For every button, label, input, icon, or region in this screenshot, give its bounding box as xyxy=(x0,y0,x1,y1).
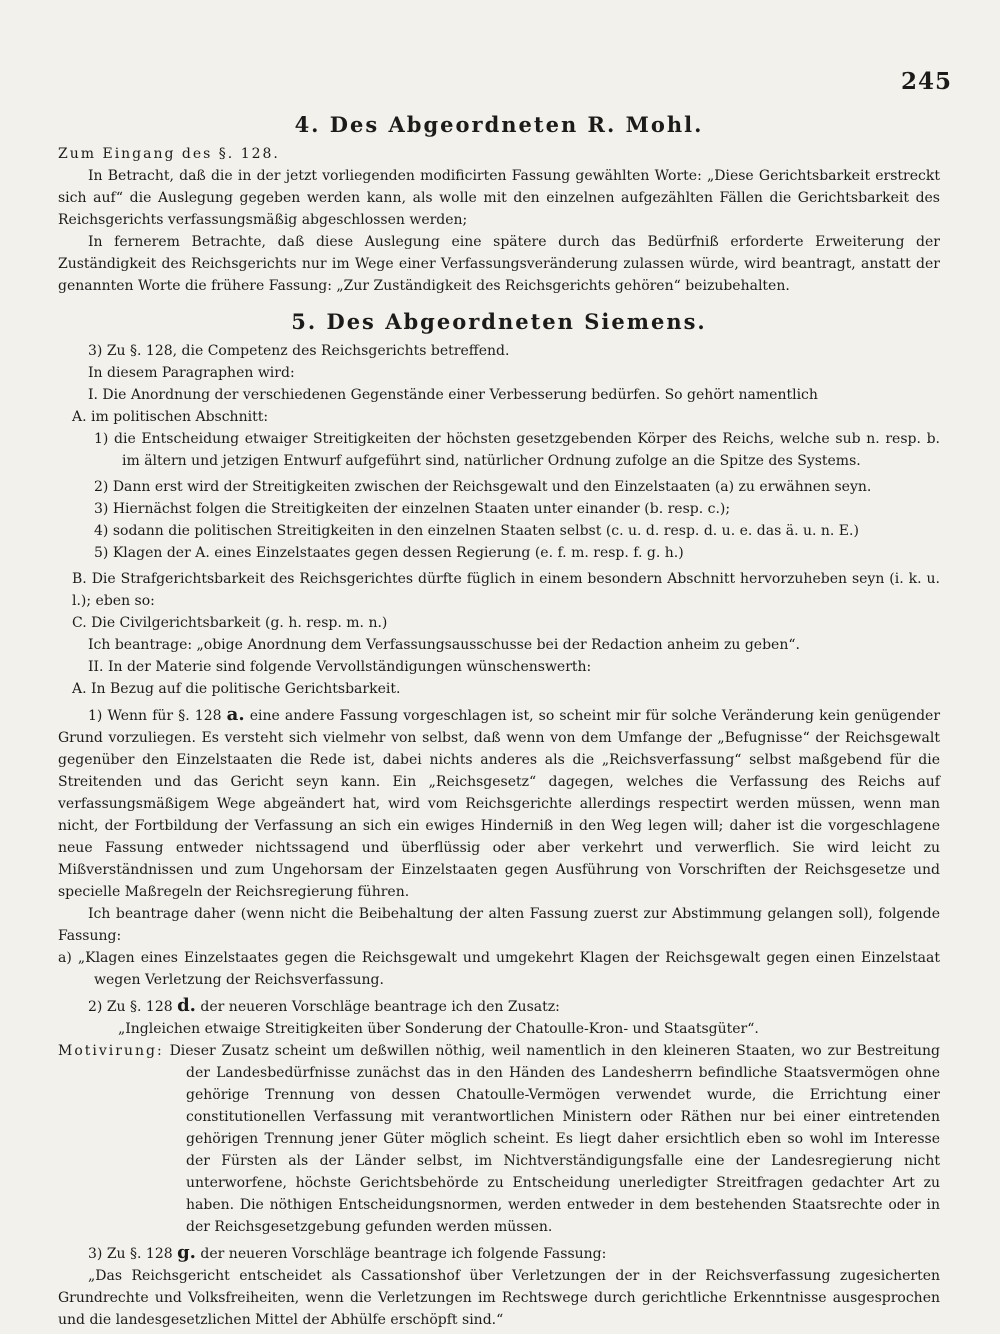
list-item: 1) die Entscheidung etwaiger Streitigkeiten der höchsten gesetzgebenden Körper des Reichs, welche sub n. resp. b. im ältern und jetzigen Entwurf aufgeführt sind, natürlicher Ordnung zufolge an die Spitze des Systems. xyxy=(94,431,940,469)
list-item: 2) Dann erst wird der Streitigkeiten zwischen der Reichsgewalt und den Einzelstaaten (a) zu erwähnen seyn. xyxy=(94,479,872,495)
A-items-list xyxy=(58,428,940,564)
section4-subtitle: Zum Eingang des §. 128. xyxy=(58,146,280,162)
item1-letter: a. xyxy=(226,704,245,725)
section4-para2: In fernerem Betrachte, daß diese Auslegung eine spätere durch das Bedürfniß erforderte Erweiterung der Zuständigkeit des Reichsgerichts nur im Wege einer Verfassungsveränderung zulassen würde, wird beantragt, anstatt der genannten Worte die frühere Fassung: „Zur Zuständigkeit des Reichsgerichts gehören“ beizubehalten. xyxy=(58,234,940,294)
section4-title: 4. Des Abgeordneten R. Mohl. xyxy=(294,112,704,137)
C-antrag: Ich beantrage: „obige Anordnung dem Verfassungsausschusse bei der Redaction anheim zu geben“. xyxy=(88,637,800,653)
list-item: 3) Hiernächst folgen die Streitigkeiten der einzelnen Staaten unter einander (b. resp. c.); xyxy=(94,501,731,517)
item1-antrag: Ich beantrage daher (wenn nicht die Beibehaltung der alten Fassung zuerst zur Abstimmung gelangen soll), folgende Fassung: xyxy=(58,906,940,944)
section4-para1: In Betracht, daß die in der jetzt vorliegenden modificirten Fassung gewählten Worte: „Diese Gerichtsbarkeit erstreckt sich auf“ die Auslegung gegeben werden kann, als wolle mit den einzelnen aufgezählten Fällen die Gerichtsbarkeit des Reichsgerichts verfassungsmäßig abgeschlossen werden; xyxy=(58,168,940,228)
part1-heading: I. Die Anordnung der verschiedenen Gegenstände einer Verbesserung bedürfen. So gehört namentlich xyxy=(88,387,818,403)
item2-paragraph: 2) Zu §. 128 d. der neueren Vorschläge beantrage ich den Zusatz: xyxy=(88,995,560,1016)
A2-heading: A. In Bezug auf die politische Gerichtsbarkeit. xyxy=(72,681,401,697)
motivirung-paragraph: Motivirung: Dieser Zusatz scheint um deßwillen nöthig, weil namentlich in den kleineren Staaten, wo zur Bestreitung der Landesbedürfnisse zunächst das in den Händen des Landesherrn befindliche Staatsvermögen ohne gehörige Trennung von dessen Chatoulle-Vermögen verwendet wurde, die Errichtung einer constitutionellen Verfassung mit verantwortlichen Ministern oder Räthen nur bei einer eintretenden gehörigen Trennung jener Güter möglich scheint. Es liegt daher ersichtlich eben so wohl im Interesse der Fürsten als der Länder selbst, im Nichtverständigungsfalle eine der Landesregierung nicht unterworfene, höchste Gerichtsbehörde zu Entscheidung unerledigter Streitfragen gedachter Art zu haben. Die nöthigen Entscheidungsnormen, werden entweder in dem bestehenden Staatsrechte oder in der Reichsgesetzgebung gefunden werden müssen. xyxy=(58,1043,941,1235)
list-item: 4) sodann die politischen Streitigkeiten in den einzelnen Staaten selbst (c. u. d. resp. d. u. e. das ä. u. n. E.) xyxy=(94,523,859,539)
section5-title: 5. Des Abgeordneten Siemens. xyxy=(291,309,707,334)
item2-quote: „Ingleichen etwaige Streitigkeiten über Sonderung der Chatoulle-Kron- und Staatsgüter“. xyxy=(118,1021,759,1037)
item2-letter: d. xyxy=(177,995,196,1016)
item3-letter: g. xyxy=(177,1242,196,1263)
C-paragraph: C. Die Civilgerichtsbarkeit (g. h. resp. m. n.) xyxy=(72,615,388,631)
item1-paragraph: 1) Wenn für §. 128 a. eine andere Fassung vorgeschlagen ist, so scheint mir für solche Veränderung kein genügender Grund vorzuliegen. Es versteht sich vielmehr von selbst, daß wenn von dem Umfange der „Befugnisse“ der Reichsgewalt gegenüber den Einzelstaaten die Rede ist, dabei nichts anderes als die „Reichsverfassung“ selbst maßgebend für die Streitenden und das Gericht seyn kann. Ein „Reichsgesetz“ dagegen, welches die Verfassung des Reichs auf verfassungsmäßigem Wege abgeändert hat, wird vom Reichsgerichte allerdings respectirt werden müssen, wenn man nicht, der Fortbildung der Verfassung an sich ein ewiges Hinderniß in den Weg legen will; daher ist die vorgeschlagene neue Fassung entweder nichtssagend und überflüssig oder aber verkehrt und verwerflich. Sie wird leicht zu Mißverständnissen und zum Ungehorsam der Einzelstaaten gegen Ausführung von Vorschriften der Reichsgesetze und specielle Maßregeln der Reichsregierung führen. xyxy=(58,704,941,900)
section5-intro: 3) Zu §. 128, die Competenz des Reichsgerichts betreffend. xyxy=(88,343,510,359)
item3-paragraph: 3) Zu §. 128 g. der neueren Vorschläge beantrage ich folgende Fassung: xyxy=(88,1242,607,1263)
page-content xyxy=(58,112,940,1331)
B-paragraph: B. Die Strafgerichtsbarkeit des Reichsgerichtes dürfte füglich in einem besondern Abschnitt hervorzuheben seyn (i. k. u. l.); eben so: xyxy=(72,571,940,609)
motivirung-label: Motivirung: xyxy=(58,1043,164,1059)
page-number: 245 xyxy=(900,68,952,95)
item1-a: a) „Klagen eines Einzelstaates gegen die Reichsgewalt und umgekehrt Klagen der Reichsgewalt gegen einen Einzelstaat wegen Verletzung der Reichsverfassung. xyxy=(58,950,940,988)
item3-quote: „Das Reichsgericht entscheidet als Cassationshof über Verletzungen der in der Reichsverfassung zugesicherten Grundrechte und Volksfreiheiten, wenn die Verletzungen im Rechtswege durch gerichtliche Erkenntnisse ausgesprochen und die landesgesetzlichen Mittel der Abhülfe erschöpft sind.“ xyxy=(58,1268,940,1328)
section5-intro2: In diesem Paragraphen wird: xyxy=(88,365,295,381)
A-heading: A. im politischen Abschnitt: xyxy=(72,409,269,425)
part2-heading: II. In der Materie sind folgende Vervollständigungen wünschenswerth: xyxy=(88,659,592,675)
list-item: 5) Klagen der A. eines Einzelstaates gegen dessen Regierung (e. f. m. resp. f. g. h.) xyxy=(94,545,684,561)
